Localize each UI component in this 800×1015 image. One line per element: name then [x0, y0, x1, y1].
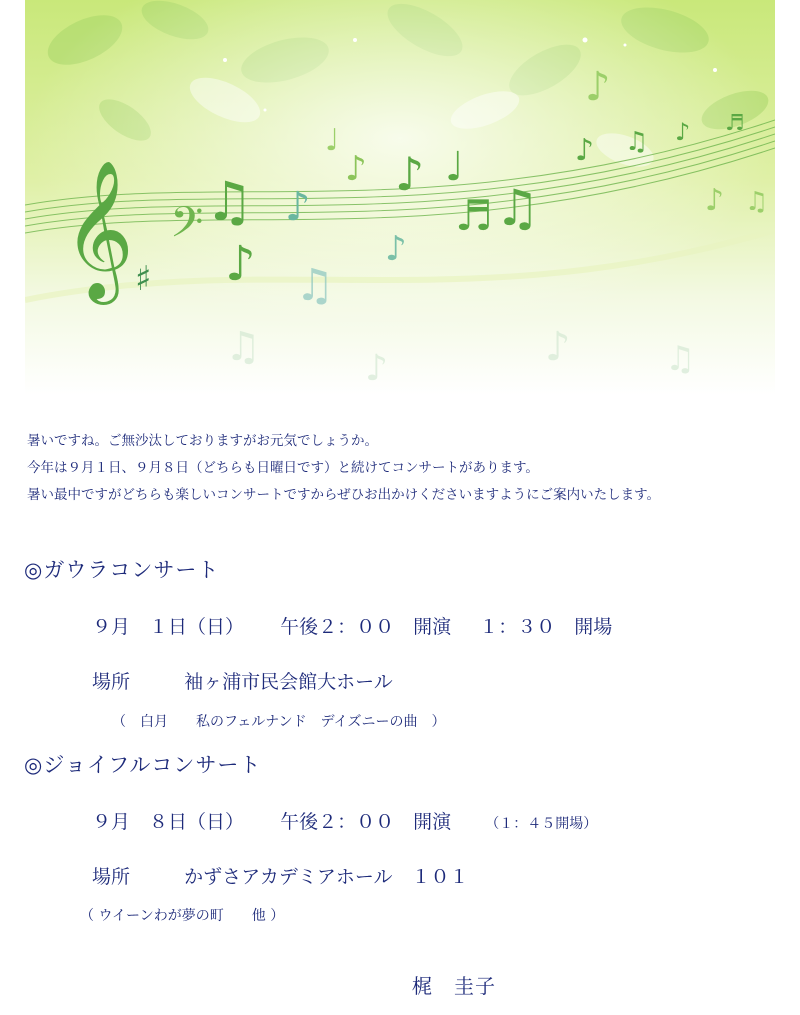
- concert-1-venue-row: [92, 667, 393, 694]
- concert-title-gaura: ◎ガウラコンサート: [24, 558, 220, 582]
- svg-text:♫: ♫: [205, 170, 254, 233]
- svg-text:♪: ♪: [545, 324, 571, 370]
- svg-text:𝄞: 𝄞: [63, 160, 134, 299]
- signature: 梶 圭子: [412, 974, 496, 998]
- svg-text:♩: ♩: [445, 144, 464, 190]
- svg-text:♬: ♬: [725, 111, 745, 136]
- svg-text:♪: ♪: [585, 64, 611, 110]
- svg-text:♫: ♫: [625, 127, 649, 157]
- svg-text:♪: ♪: [225, 236, 256, 292]
- concert-2-venue: かずさアカデミアホール １０１: [184, 866, 469, 888]
- greeting-line-1: 暑いですね。ご無沙汰しておりますがお元気でしょうか。: [27, 433, 378, 449]
- svg-text:♪: ♪: [285, 184, 311, 230]
- svg-text:♫: ♫: [745, 187, 769, 217]
- svg-text:♪: ♪: [365, 348, 388, 389]
- svg-text:♫: ♫: [225, 324, 261, 370]
- svg-text:♬: ♬: [455, 191, 493, 240]
- svg-text:♯: ♯: [135, 259, 152, 299]
- concert-2-open: （１：４５開場）: [485, 816, 598, 832]
- svg-text:♪: ♪: [705, 183, 725, 218]
- svg-text:♪: ♪: [675, 118, 691, 146]
- svg-text:♪: ♪: [345, 149, 367, 189]
- svg-text:♫: ♫: [665, 339, 696, 379]
- concert-1-venue-label: 場所: [92, 671, 131, 693]
- svg-text:♩: ♩: [325, 123, 340, 158]
- svg-text:♪: ♪: [575, 133, 595, 168]
- concert-title-joyful: ◎ジョイフルコンサート: [24, 753, 262, 777]
- svg-text:♪: ♪: [395, 147, 425, 201]
- concert-1-schedule: [92, 612, 612, 639]
- concert-2-schedule: [92, 807, 597, 834]
- concert-2-date: ９月 ８日（日）: [92, 811, 245, 833]
- concert-2-pieces: （ ウイーンわが夢の町 他 ）: [80, 908, 285, 924]
- concert-1-pieces: （ 白月 私のフェルナンド デイズニーの曲 ）: [112, 714, 446, 730]
- concert-1-open: １：３０ 開場: [479, 616, 613, 638]
- svg-text:♫: ♫: [295, 260, 335, 311]
- greeting-text: [27, 428, 792, 509]
- greeting-line-2: 今年は９月１日、９月８日（どちらも日曜日です）と続けてコンサートがあります。: [27, 460, 539, 476]
- concert-1-venue: 袖ヶ浦市民会館大ホール: [184, 671, 393, 693]
- concert-1-date: ９月 １日（日）: [92, 616, 245, 638]
- concert-1-start: 午後２：００ 開演: [280, 616, 452, 638]
- svg-text:♪: ♪: [385, 229, 407, 269]
- concert-2-start: 午後２：００ 開演: [280, 811, 452, 833]
- concert-2-venue-row: [92, 862, 469, 889]
- music-notes-banner: [25, 0, 775, 395]
- svg-text:♫: ♫: [495, 179, 540, 237]
- concert-2-venue-label: 場所: [92, 866, 131, 888]
- greeting-line-3: 暑い最中ですがどちらも楽しいコンサートですからぜひお出かけくださいますようにご案内いたします。: [27, 487, 661, 503]
- svg-text:𝄢: 𝄢: [170, 198, 204, 258]
